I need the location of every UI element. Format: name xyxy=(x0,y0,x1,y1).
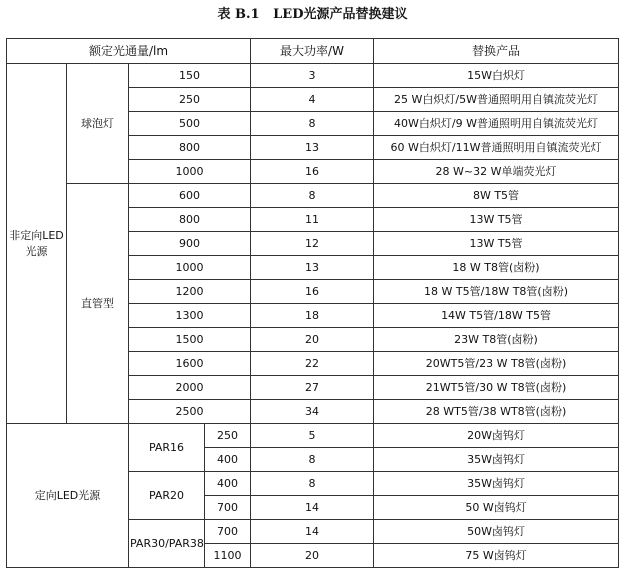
power-cell: 16 xyxy=(251,160,374,184)
power-cell: 34 xyxy=(251,400,374,424)
product-cell: 35W卤钨灯 xyxy=(374,472,619,496)
power-cell: 20 xyxy=(251,544,374,568)
product-cell: 8W T5管 xyxy=(374,184,619,208)
flux-cell: 400 xyxy=(205,448,251,472)
product-cell: 23W T8管(卤粉) xyxy=(374,328,619,352)
flux-cell: 2000 xyxy=(129,376,251,400)
flux-cell: 1000 xyxy=(129,256,251,280)
power-cell: 8 xyxy=(251,184,374,208)
product-cell: 75 W卤钨灯 xyxy=(374,544,619,568)
power-cell: 11 xyxy=(251,208,374,232)
product-cell: 25 W白炽灯/5W普通照明用自镇流荧光灯 xyxy=(374,88,619,112)
table-row xyxy=(7,424,619,448)
flux-cell: 800 xyxy=(129,208,251,232)
table-row xyxy=(7,64,619,88)
product-cell: 13W T5管 xyxy=(374,208,619,232)
header-row xyxy=(7,39,619,64)
flux-cell: 2500 xyxy=(129,400,251,424)
product-cell: 18 W T5管/18W T8管(卤粉) xyxy=(374,280,619,304)
product-cell: 28 W~32 W单端荧光灯 xyxy=(374,160,619,184)
power-cell: 18 xyxy=(251,304,374,328)
led-replacement-table xyxy=(6,38,619,568)
power-cell: 22 xyxy=(251,352,374,376)
power-cell: 8 xyxy=(251,448,374,472)
power-cell: 14 xyxy=(251,520,374,544)
flux-cell: 250 xyxy=(129,88,251,112)
product-cell: 35W卤钨灯 xyxy=(374,448,619,472)
product-cell: 28 WT5管/38 WT8管(卤粉) xyxy=(374,400,619,424)
product-cell: 20WT5管/23 W T8管(卤粉) xyxy=(374,352,619,376)
flux-cell: 1000 xyxy=(129,160,251,184)
flux-cell: 900 xyxy=(129,232,251,256)
subgroup-tube: 直管型 xyxy=(67,184,129,424)
type-cell: PAR30/PAR38 xyxy=(129,520,205,568)
flux-cell: 500 xyxy=(129,112,251,136)
product-cell: 20W卤钨灯 xyxy=(374,424,619,448)
product-cell: 15W白炽灯 xyxy=(374,64,619,88)
header-flux: 额定光通量/lm xyxy=(7,39,251,64)
product-cell: 21WT5管/30 W T8管(卤粉) xyxy=(374,376,619,400)
type-cell: PAR20 xyxy=(129,472,205,520)
power-cell: 13 xyxy=(251,136,374,160)
flux-cell: 1500 xyxy=(129,328,251,352)
product-cell: 50 W卤钨灯 xyxy=(374,496,619,520)
product-cell: 13W T5管 xyxy=(374,232,619,256)
power-cell: 20 xyxy=(251,328,374,352)
subgroup-bulb: 球泡灯 xyxy=(67,64,129,184)
flux-cell: 800 xyxy=(129,136,251,160)
header-product: 替换产品 xyxy=(374,39,619,64)
flux-cell: 1200 xyxy=(129,280,251,304)
power-cell: 13 xyxy=(251,256,374,280)
product-cell: 14W T5管/18W T5管 xyxy=(374,304,619,328)
flux-cell: 1600 xyxy=(129,352,251,376)
product-cell: 18 W T8管(卤粉) xyxy=(374,256,619,280)
flux-cell: 700 xyxy=(205,520,251,544)
flux-cell: 250 xyxy=(205,424,251,448)
power-cell: 12 xyxy=(251,232,374,256)
power-cell: 16 xyxy=(251,280,374,304)
type-cell: PAR16 xyxy=(129,424,205,472)
group-directional: 定向LED光源 xyxy=(7,424,129,568)
product-cell: 60 W白炽灯/11W普通照明用自镇流荧光灯 xyxy=(374,136,619,160)
flux-cell: 1300 xyxy=(129,304,251,328)
flux-cell: 1100 xyxy=(205,544,251,568)
power-cell: 8 xyxy=(251,112,374,136)
table-row xyxy=(7,184,619,208)
flux-cell: 600 xyxy=(129,184,251,208)
power-cell: 14 xyxy=(251,496,374,520)
flux-cell: 700 xyxy=(205,496,251,520)
product-cell: 40W白炽灯/9 W普通照明用自镇流荧光灯 xyxy=(374,112,619,136)
flux-cell: 150 xyxy=(129,64,251,88)
power-cell: 8 xyxy=(251,472,374,496)
header-power: 最大功率/W xyxy=(251,39,374,64)
table-title: 表 B.1 LED光源产品替换建议 xyxy=(217,7,408,22)
group-nondirectional: 非定向LED光源 xyxy=(7,64,67,424)
power-cell: 27 xyxy=(251,376,374,400)
product-cell: 50W卤钨灯 xyxy=(374,520,619,544)
flux-cell: 400 xyxy=(205,472,251,496)
power-cell: 5 xyxy=(251,424,374,448)
power-cell: 3 xyxy=(251,64,374,88)
power-cell: 4 xyxy=(251,88,374,112)
